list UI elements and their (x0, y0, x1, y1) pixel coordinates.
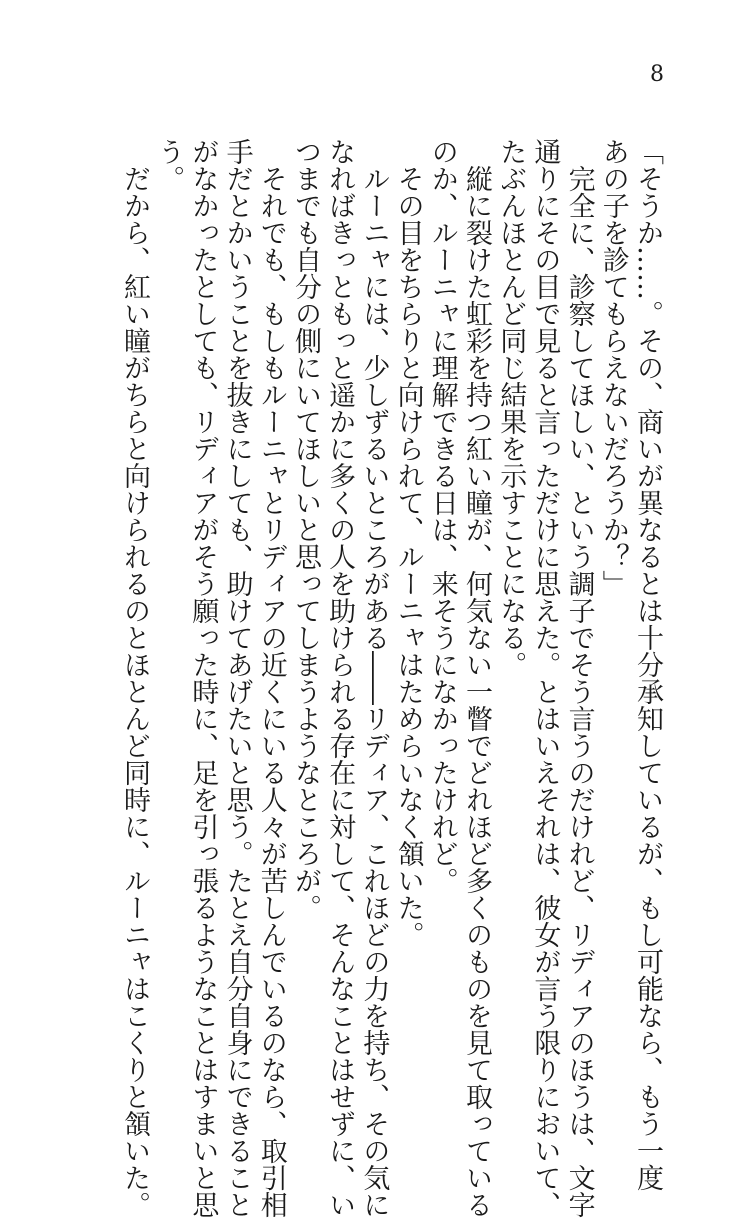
text-line: その目をちらりと向けられて、ルーニャはためらいなく頷いた。 (392, 138, 424, 948)
page-number: 8 (650, 62, 664, 87)
text-line: のか、ルーニャに理解できる日は、来そうになかったけれど。 (426, 138, 458, 894)
text-line: それでも、もしもルーニャとリディアの近くにいる人々が苦しんでいるのなら、取引相 (255, 138, 287, 1218)
text-line: なればきっともっと遥かに多くの人を助けられる存在に対して、そんなことはせずに、い (324, 138, 356, 1218)
text-line: たぶんほとんど同じ結果を示すことになる。 (495, 138, 527, 678)
text-line: う。 (153, 138, 185, 192)
text-line: ルーニャには、少しずるいところがある――リディア、これほどの力を持ち、その気に (358, 138, 390, 1218)
text-line: 「そうか……。その、商いが異なるとは十分承知しているが、もし可能なら、もう一度 (632, 138, 663, 1191)
text-line: がなかったとしても、リディアがそう願った時に、足を引っ張るようなことはすまいと思 (187, 138, 219, 1218)
body-text (117, 138, 664, 1218)
text-line: つまでも自分の側にいてほしいと思ってしまうようなところが。 (289, 138, 321, 921)
text-line: あの子を診てもらえないだろうか？」 (597, 138, 629, 597)
text-line: 縦に裂けた虹彩を持つ紅い瞳が、何気ない一瞥でどれほど多くのものを見て取っている (460, 138, 492, 1218)
text-line: 完全に、診察してほしい、という調子でそう言うのだけれど、リディアのほうは、文字 (563, 138, 595, 1218)
text-line: 手だとかいうことを抜きにしても、助けてあげたいと思う。たとえ自分自身にできること (221, 138, 253, 1218)
text-line: 通りにその目で見ると言っただけに思えた。とはいえそれは、彼女が言う限りにおいて、 (529, 138, 561, 1218)
text-line: だから、紅い瞳がちらと向けられるのとほとんど同時に、ルーニャはこくりと頷いた。 (118, 138, 150, 1218)
